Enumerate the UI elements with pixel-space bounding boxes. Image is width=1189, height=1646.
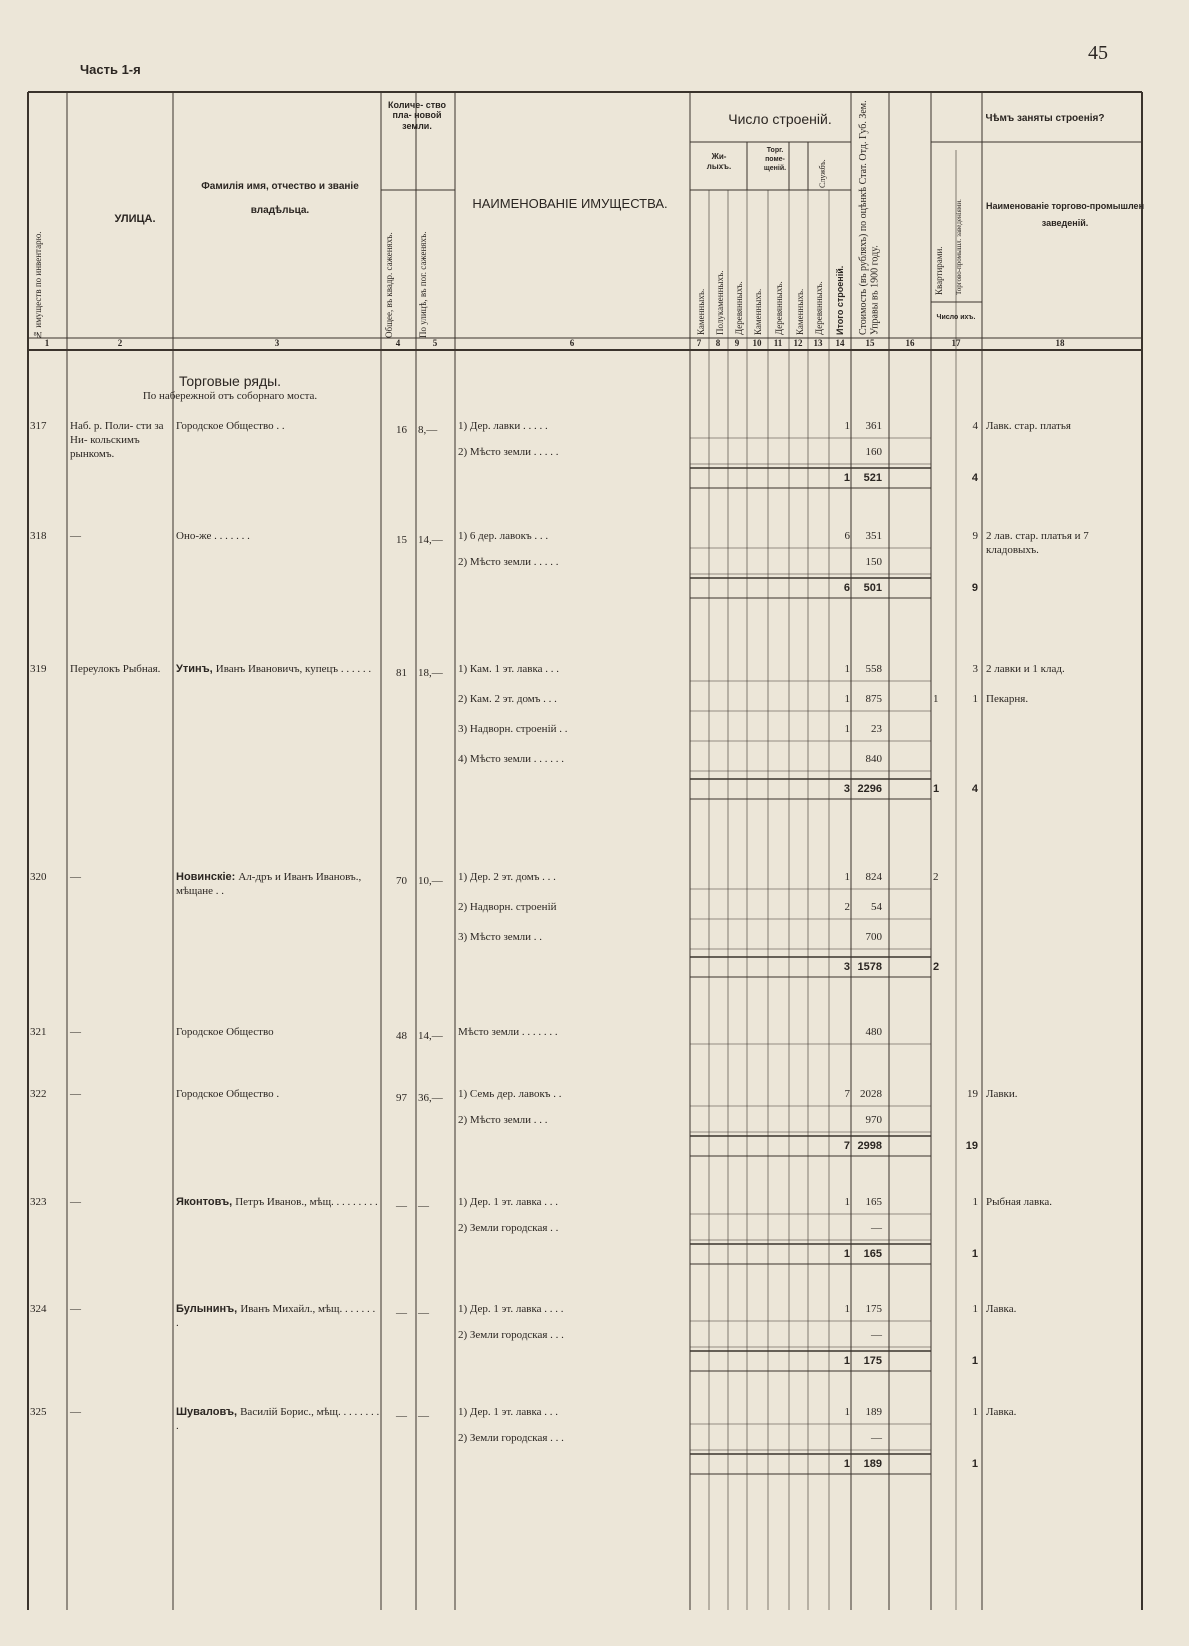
column-number: 7 bbox=[696, 338, 702, 348]
item-total: 1 bbox=[844, 420, 850, 432]
item-name: 3) Мѣсто земли . . bbox=[458, 931, 543, 943]
row-street: — bbox=[70, 871, 81, 883]
item-establishment: Пекарня. bbox=[986, 693, 1029, 705]
item-cost: 875 bbox=[865, 693, 882, 705]
item-establishment: Лавк. стар. платья bbox=[986, 420, 1071, 432]
column-number: 5 bbox=[432, 338, 438, 348]
row-street: — bbox=[70, 1303, 81, 1315]
item-cost: 2028 bbox=[860, 1088, 882, 1100]
header-wooden-trade: Деревянныхъ. bbox=[774, 281, 784, 335]
sum-cost: 175 bbox=[863, 1355, 882, 1367]
item-trade-count: 1 bbox=[972, 1406, 978, 1418]
section-title: Торговые ряды. bbox=[178, 373, 282, 389]
item-name: 3) Надворн. строеній . . bbox=[458, 723, 568, 735]
header-service: Службъ. bbox=[818, 159, 827, 188]
column-number: 1 bbox=[44, 338, 50, 348]
item-cost: 840 bbox=[865, 753, 882, 765]
item-trade-count: 1 bbox=[972, 1196, 978, 1208]
item-cost: 150 bbox=[865, 556, 882, 568]
sum-total: 7 bbox=[843, 1140, 850, 1152]
item-apartments: 1 bbox=[933, 693, 939, 705]
row-land-street: 18,— bbox=[418, 667, 443, 679]
item-cost: 165 bbox=[865, 1196, 882, 1208]
item-cost: — bbox=[871, 1329, 882, 1341]
row-land-total: 15 bbox=[396, 534, 407, 546]
section-subtitle: По набережной отъ соборнаго моста. bbox=[142, 390, 318, 402]
row-inventory-number: 325 bbox=[30, 1406, 47, 1418]
item-cost: 361 bbox=[865, 420, 882, 432]
row-land-total: 97 bbox=[396, 1092, 407, 1104]
row-land-street: 10,— bbox=[418, 875, 443, 887]
row-owner: Яконтовъ, Петръ Иванов., мѣщ. . . . . . . . . bbox=[176, 1196, 378, 1208]
item-name: 1) Семь дер. лавокъ . . bbox=[458, 1088, 562, 1100]
item-name: 1) Дер. 2 эт. домъ . . . bbox=[458, 871, 556, 883]
item-name: Мѣсто земли . . . . . . . bbox=[458, 1026, 558, 1038]
row-land-street: 14,— bbox=[418, 1030, 443, 1042]
item-establishment: Лавка. bbox=[986, 1303, 1017, 1315]
item-trade-count: 3 bbox=[972, 663, 978, 675]
column-number: 2 bbox=[117, 338, 123, 348]
item-total: 1 bbox=[844, 1303, 850, 1315]
row-owner: Оно-же . . . . . . . bbox=[176, 530, 250, 542]
item-trade-count: 1 bbox=[972, 1303, 978, 1315]
column-number: 10 bbox=[752, 338, 762, 348]
sum-cost: 165 bbox=[863, 1248, 882, 1260]
sum-total: 1 bbox=[843, 472, 850, 484]
header-living: Жи- лыхъ. bbox=[706, 152, 732, 172]
column-number: 3 bbox=[274, 338, 280, 348]
sum-cost: 189 bbox=[863, 1458, 882, 1470]
row-inventory-number: 320 bbox=[30, 871, 47, 883]
sum-total: 3 bbox=[843, 961, 850, 973]
row-land-street: 36,— bbox=[418, 1092, 443, 1104]
column-number: 6 bbox=[569, 338, 575, 348]
sum-cost: 521 bbox=[863, 472, 882, 484]
item-apartments: 2 bbox=[933, 871, 939, 883]
item-name: 2) Мѣсто земли . . . . . bbox=[458, 446, 559, 458]
item-cost: 54 bbox=[871, 901, 882, 913]
page-number: 45 bbox=[1088, 42, 1108, 64]
row-street: Переулокъ Рыбная. bbox=[70, 663, 161, 675]
item-cost: 824 bbox=[865, 871, 882, 883]
owner-surname: Новинскіе: bbox=[176, 871, 239, 883]
header-buildings: Число строеній. bbox=[728, 111, 832, 127]
header-property-name: НАИМЕНОВАНІЕ ИМУЩЕСТВА. bbox=[472, 196, 668, 211]
owner-surname: Шуваловъ, bbox=[176, 1406, 241, 1418]
header-total: Итого строеній. bbox=[835, 265, 845, 335]
item-total: 6 bbox=[844, 530, 850, 542]
row-owner: Новинскіе: Ал-дръ и Иванъ Ивановъ., мѣщане . . bbox=[176, 871, 362, 897]
row-inventory-number: 321 bbox=[30, 1026, 47, 1038]
row-owner: Городское Общество . bbox=[176, 1088, 280, 1100]
row-land-total: — bbox=[396, 1410, 407, 1422]
item-establishment: 2 лав. стар. платья и 7 кладовыхъ. bbox=[986, 530, 1089, 556]
header-apartments: Квартирами. bbox=[934, 246, 944, 295]
item-name: 2) Мѣсто земли . . . bbox=[458, 1114, 548, 1126]
header-trade: Торг. поме- щеній. bbox=[763, 147, 787, 173]
row-inventory-number: 322 bbox=[30, 1088, 47, 1100]
sum-apartments: 1 bbox=[933, 783, 940, 795]
item-name: 1) Кам. 1 эт. лавка . . . bbox=[458, 663, 560, 675]
item-establishment: Лавка. bbox=[986, 1406, 1017, 1418]
sum-cost: 2296 bbox=[857, 783, 882, 795]
header-stone-service: Каменныхъ. bbox=[795, 288, 805, 335]
header-trade-establishments: Торгово-промышл. заведеніями. bbox=[955, 199, 963, 295]
column-number: 17 bbox=[951, 338, 961, 348]
owner-surname: Яконтовъ, bbox=[176, 1196, 236, 1208]
row-inventory-number: 323 bbox=[30, 1196, 47, 1208]
row-street: — bbox=[70, 1406, 81, 1418]
item-cost: 175 bbox=[865, 1303, 882, 1315]
column-number: 4 bbox=[395, 338, 401, 348]
column-number: 12 bbox=[793, 338, 803, 348]
sum-trade-count: 9 bbox=[971, 582, 978, 594]
header-occupied: Чѣмъ заняты строенія? bbox=[985, 113, 1105, 124]
row-land-street: — bbox=[418, 1410, 429, 1422]
header-half-stone: Полукаменныхъ. bbox=[715, 270, 725, 335]
header-wooden-service: Деревянныхъ. bbox=[814, 281, 824, 335]
row-land-street: — bbox=[418, 1307, 429, 1319]
sum-total: 1 bbox=[843, 1355, 850, 1367]
item-cost: 351 bbox=[865, 530, 882, 542]
item-cost: 700 bbox=[865, 931, 882, 943]
item-total: 1 bbox=[844, 871, 850, 883]
row-owner: Городское Общество . . bbox=[176, 420, 285, 432]
item-name: 1) 6 дер. лавокъ . . . bbox=[458, 530, 549, 542]
header-stone: Каменныхъ. bbox=[696, 288, 706, 335]
row-street: — bbox=[70, 1088, 81, 1100]
item-name: 2) Мѣсто земли . . . . . bbox=[458, 556, 559, 568]
item-name: 1) Дер. 1 эт. лавка . . . bbox=[458, 1196, 559, 1208]
sum-trade-count: 4 bbox=[971, 472, 978, 484]
sum-total: 1 bbox=[843, 1248, 850, 1260]
owner-surname: Утинъ, bbox=[176, 663, 216, 675]
header-wooden: Деревянныхъ. bbox=[734, 281, 744, 335]
column-number: 18 bbox=[1055, 338, 1065, 348]
row-land-street: 14,— bbox=[418, 534, 443, 546]
header-count: Число ихъ. bbox=[936, 314, 976, 321]
column-number: 11 bbox=[773, 338, 783, 348]
item-establishment: 2 лавки и 1 клад. bbox=[986, 663, 1065, 675]
row-land-total: 70 bbox=[396, 875, 407, 887]
row-inventory-number: 317 bbox=[30, 420, 47, 432]
header-establishment-name: Наименованіе торгово-промышлен заведеній. bbox=[985, 201, 1144, 229]
column-number: 16 bbox=[905, 338, 915, 348]
row-owner: Утинъ, Иванъ Ивановичъ, купецъ . . . . . . bbox=[176, 663, 372, 675]
sum-apartments: 2 bbox=[933, 961, 940, 973]
column-number: 9 bbox=[734, 338, 740, 348]
item-cost: 970 bbox=[865, 1114, 882, 1126]
row-street: — bbox=[70, 530, 81, 542]
row-land-total: 16 bbox=[396, 424, 407, 436]
header-owner: Фамилія имя, отчество и званіе владѣльца. bbox=[201, 181, 359, 216]
sum-cost: 1578 bbox=[857, 961, 882, 973]
item-cost: 160 bbox=[865, 446, 882, 458]
header-land: Количе- ство пла- новой земли. bbox=[387, 100, 447, 131]
row-street: Наб. р. Поли- сти за Ни- кольскимъ рынкомъ. bbox=[70, 420, 164, 460]
item-cost: 558 bbox=[865, 663, 882, 675]
header-stone-trade: Каменныхъ. bbox=[753, 288, 763, 335]
column-number: 14 bbox=[835, 338, 845, 348]
header-inventory-no: № имуществ по инвентарю. bbox=[33, 231, 43, 340]
item-total: 1 bbox=[844, 663, 850, 675]
item-trade-count: 1 bbox=[972, 693, 978, 705]
item-trade-count: 19 bbox=[967, 1088, 978, 1100]
sum-trade-count: 19 bbox=[965, 1140, 978, 1152]
item-name: 2) Земли городская . . . bbox=[458, 1329, 564, 1341]
row-owner: Шуваловъ, Василій Борис., мѣщ. . . . . . . . . bbox=[176, 1406, 380, 1432]
item-name: 1) Дер. 1 эт. лавка . . . bbox=[458, 1406, 559, 1418]
item-total: 7 bbox=[844, 1088, 850, 1100]
item-total: 1 bbox=[844, 1406, 850, 1418]
row-inventory-number: 318 bbox=[30, 530, 47, 542]
item-name: 2) Земли городская . . . bbox=[458, 1432, 564, 1444]
sum-trade-count: 1 bbox=[971, 1355, 978, 1367]
item-trade-count: 9 bbox=[972, 530, 978, 542]
item-name: 2) Кам. 2 эт. домъ . . . bbox=[458, 693, 557, 705]
row-land-street: — bbox=[418, 1200, 429, 1212]
row-street: — bbox=[70, 1026, 81, 1038]
item-name: 2) Земли городская . . bbox=[458, 1222, 559, 1234]
row-land-total: 81 bbox=[396, 667, 407, 679]
sum-trade-count: 1 bbox=[971, 1458, 978, 1470]
sum-total: 1 bbox=[843, 1458, 850, 1470]
row-inventory-number: 319 bbox=[30, 663, 47, 675]
item-trade-count: 4 bbox=[972, 420, 978, 432]
item-establishment: Рыбная лавка. bbox=[986, 1196, 1053, 1208]
column-number: 15 bbox=[865, 338, 875, 348]
column-number: 8 bbox=[715, 338, 721, 348]
item-cost: 23 bbox=[871, 723, 882, 735]
sum-trade-count: 4 bbox=[971, 783, 978, 795]
sum-cost: 2998 bbox=[857, 1140, 882, 1152]
item-name: 2) Надворн. строеній bbox=[458, 901, 557, 913]
header-land-street: По улицѣ, въ пог. саженяхъ. bbox=[418, 231, 428, 338]
row-land-total: — bbox=[396, 1200, 407, 1212]
column-number: 13 bbox=[813, 338, 823, 348]
item-cost: — bbox=[871, 1222, 882, 1234]
row-owner: Булынинъ, Иванъ Михайл., мѣщ. . . . . . . . bbox=[176, 1303, 376, 1329]
sum-total: 6 bbox=[843, 582, 850, 594]
sum-cost: 501 bbox=[863, 582, 882, 594]
row-land-total: — bbox=[396, 1307, 407, 1319]
header-land-total: Общее, въ квадр. саженяхъ. bbox=[384, 232, 394, 338]
item-name: 4) Мѣсто земли . . . . . . bbox=[458, 753, 565, 765]
row-land-total: 48 bbox=[396, 1030, 407, 1042]
item-cost: — bbox=[871, 1432, 882, 1444]
item-cost: 480 bbox=[865, 1026, 882, 1038]
header-cost: Стоимость (въ рубляхъ) по оцѣнкѣ Стат. Отд. Губ. Зем. Управы въ 1900 году. bbox=[858, 100, 881, 335]
item-total: 2 bbox=[844, 901, 850, 913]
item-cost: 189 bbox=[865, 1406, 882, 1418]
item-total: 1 bbox=[844, 693, 850, 705]
part-label: Часть 1-я bbox=[80, 62, 141, 77]
sum-trade-count: 1 bbox=[971, 1248, 978, 1260]
item-establishment: Лавки. bbox=[986, 1088, 1018, 1100]
row-owner: Городское Общество bbox=[176, 1026, 274, 1038]
header-street: УЛИЦА. bbox=[114, 213, 156, 225]
row-inventory-number: 324 bbox=[30, 1303, 47, 1315]
item-total: 1 bbox=[844, 723, 850, 735]
row-land-street: 8,— bbox=[418, 424, 438, 436]
item-total: 1 bbox=[844, 1196, 850, 1208]
item-name: 1) Дер. 1 эт. лавка . . . . bbox=[458, 1303, 564, 1315]
owner-surname: Булынинъ, bbox=[176, 1303, 241, 1315]
item-name: 1) Дер. лавки . . . . . bbox=[458, 420, 548, 432]
sum-total: 3 bbox=[843, 783, 850, 795]
row-street: — bbox=[70, 1196, 81, 1208]
